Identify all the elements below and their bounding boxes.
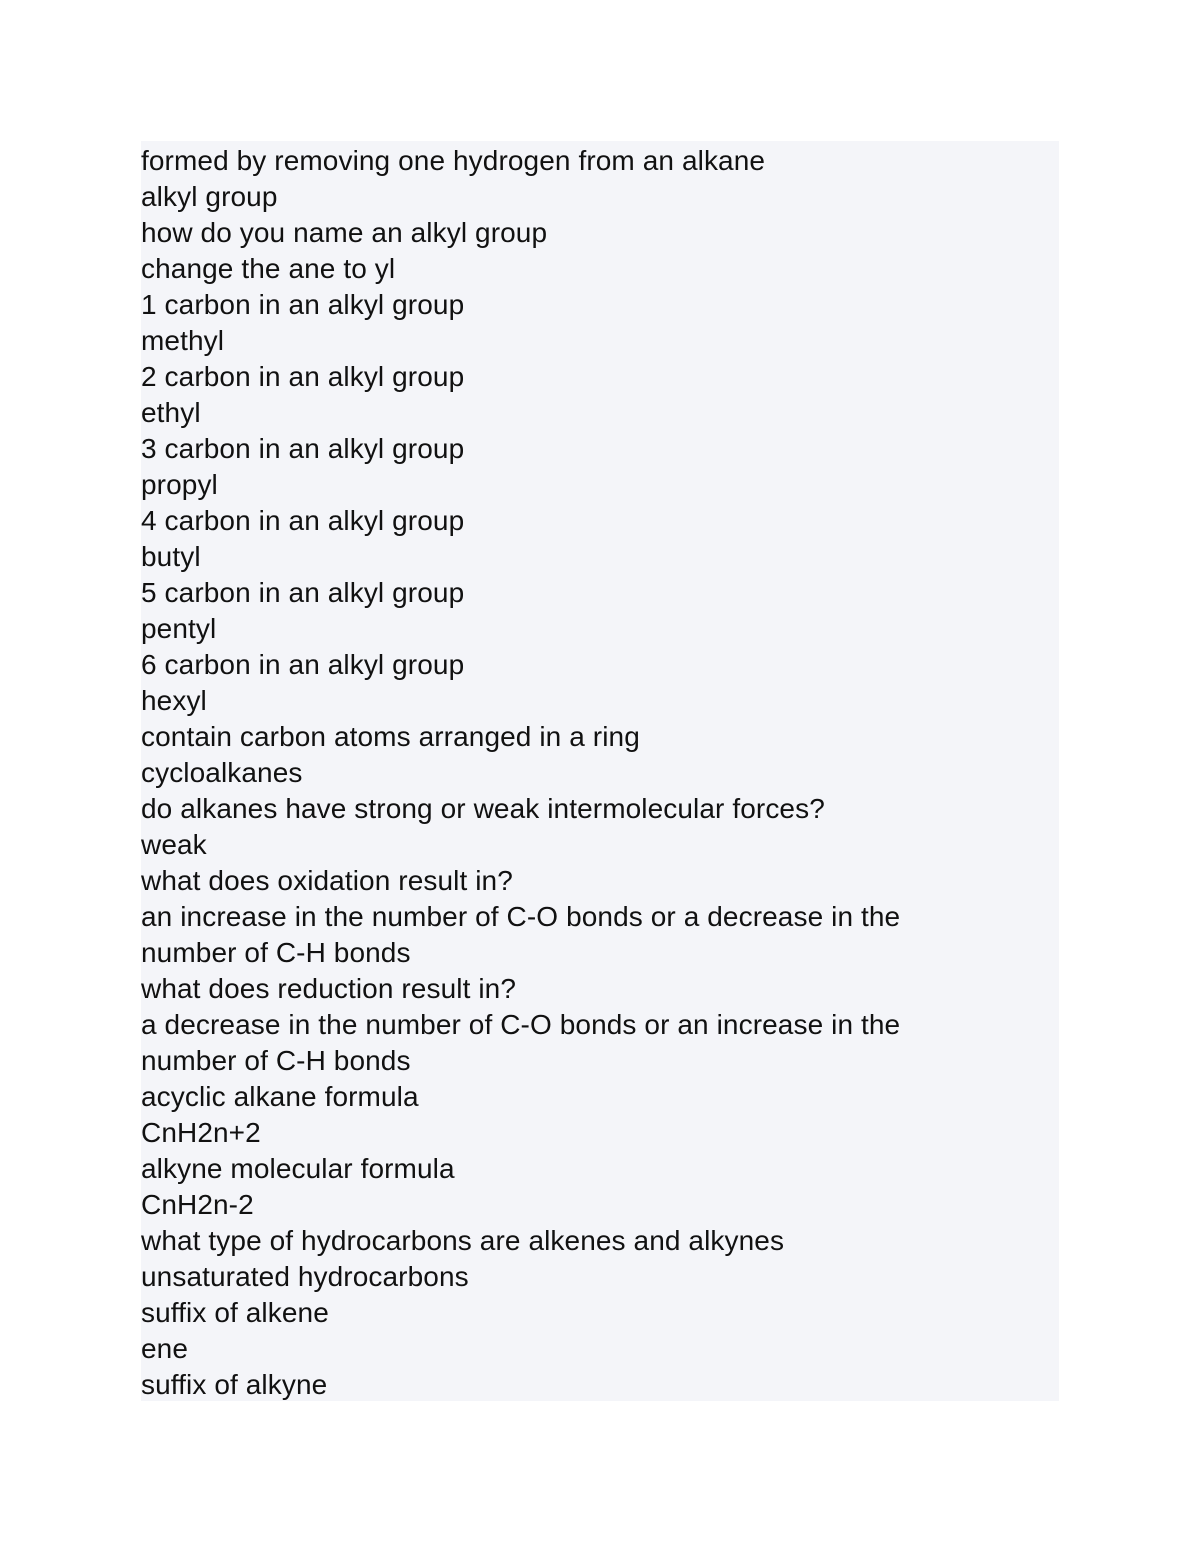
text-line: how do you name an alkyl group (141, 217, 548, 248)
text-block (141, 141, 1059, 1401)
text-line: alkyne molecular formula (141, 1153, 455, 1184)
text-line: suffix of alkyne (141, 1369, 328, 1400)
text-line: 4 carbon in an alkyl group (141, 505, 465, 536)
text-line: 6 carbon in an alkyl group (141, 649, 465, 680)
text-line: 3 carbon in an alkyl group (141, 433, 465, 464)
text-line: contain carbon atoms arranged in a ring (141, 721, 640, 752)
text-line: suffix of alkene (141, 1297, 329, 1328)
text-line: pentyl (141, 613, 217, 644)
text-line: methyl (141, 325, 225, 356)
text-line: change the ane to yl (141, 253, 396, 284)
text-line: formed by removing one hydrogen from an alkane (141, 145, 766, 176)
text-line: CnH2n+2 (141, 1117, 261, 1148)
text-line: do alkanes have strong or weak intermolecular forces? (141, 793, 825, 824)
text-line: an increase in the number of C-O bonds or a decrease in the (141, 901, 901, 932)
text-line: 5 carbon in an alkyl group (141, 577, 465, 608)
text-line: number of C-H bonds (141, 937, 411, 968)
text-line: 1 carbon in an alkyl group (141, 289, 465, 320)
text-line: hexyl (141, 685, 207, 716)
text-line: weak (141, 829, 207, 860)
text-line: unsaturated hydrocarbons (141, 1261, 469, 1292)
text-line: acyclic alkane formula (141, 1081, 419, 1112)
text-line: what type of hydrocarbons are alkenes and alkynes (141, 1225, 785, 1256)
text-line: butyl (141, 541, 201, 572)
text-line: ethyl (141, 397, 201, 428)
text-line: CnH2n-2 (141, 1189, 254, 1220)
text-line: number of C-H bonds (141, 1045, 411, 1076)
text-line: alkyl group (141, 181, 278, 212)
text-line: cycloalkanes (141, 757, 303, 788)
text-line: ene (141, 1333, 189, 1364)
text-line: propyl (141, 469, 218, 500)
text-line: what does reduction result in? (141, 973, 516, 1004)
text-line: what does oxidation result in? (141, 865, 513, 896)
text-line: 2 carbon in an alkyl group (141, 361, 465, 392)
text-line: a decrease in the number of C-O bonds or an increase in the (141, 1009, 901, 1040)
